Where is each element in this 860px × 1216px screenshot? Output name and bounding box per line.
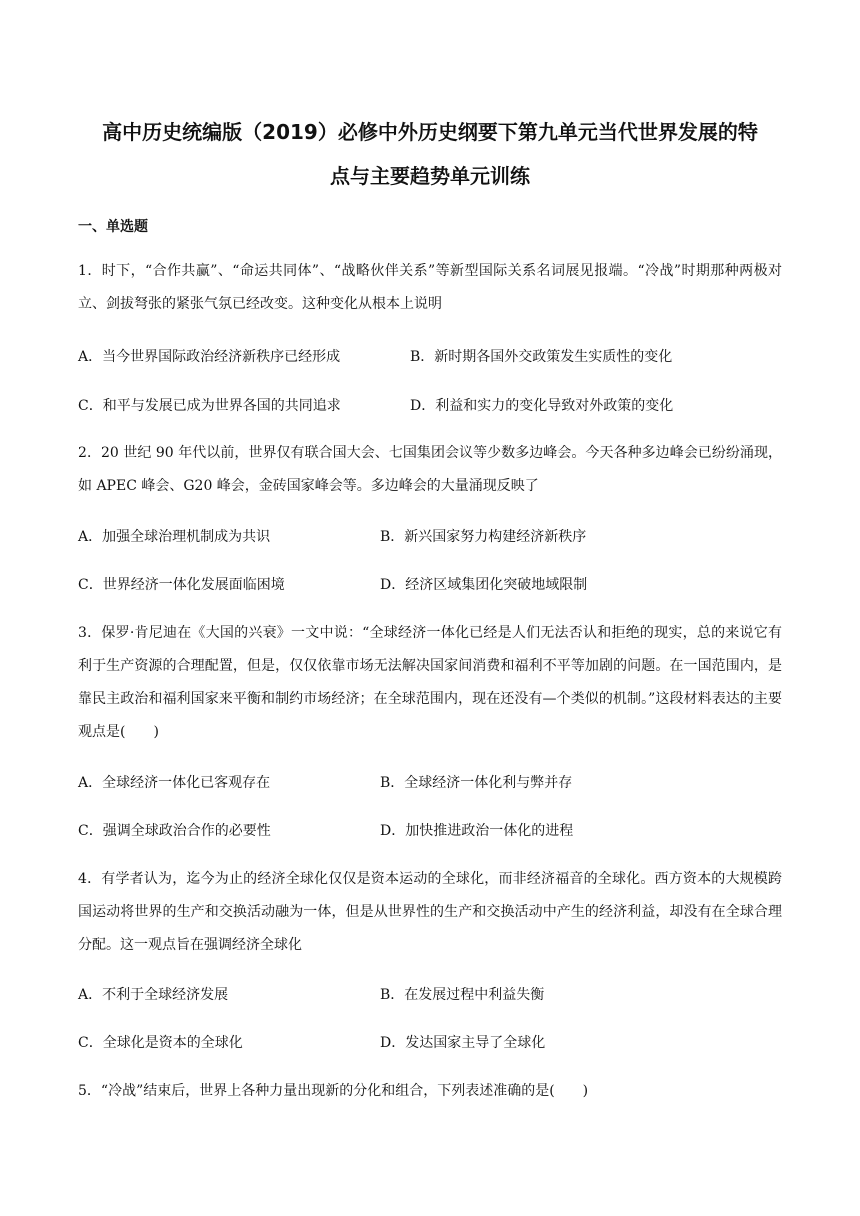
question-4-stem: 4．有学者认为，迄今为止的经济全球化仅仅是资本运动的全球化，而非经济福音的全球化。西方资本的大规模跨国运动将世界的生产和交换活动融为一体，但是从世界性的生产和交换活动中产生的经济利益，却没有在全球合理分配。这一观点旨在强调经济全球化 (78, 871, 782, 953)
question-3-option-d: D．加快推进政治一体化的进程 (380, 823, 574, 839)
question-5-stem: 5．“冷战”结束后，世界上各种力量出现新的分化和组合，下列表述准确的是( ) (78, 1083, 589, 1099)
question-2-stem: 2．20 世纪 90 年代以前，世界仅有联合国大会、七国集团会议等少数多边峰会。今天各种多边峰会已纷纷涌现，如 APEC 峰会、G20 峰会，金砖国家峰会等。多边峰会的大量涌现反映了 (78, 445, 782, 494)
question-2-option-c: C．世界经济一体化发展面临困境 (78, 577, 285, 593)
section-heading: 一、单选题 (78, 219, 148, 235)
question-4-option-b: B．在发展过程中利益失衡 (380, 987, 545, 1003)
question-1-option-d: D．利益和实力的变化导致对外政策的变化 (410, 398, 674, 414)
question-2-option-a: A．加强全球治理机制成为共识 (78, 529, 271, 545)
question-3-option-a: A．全球经济一体化已客观存在 (78, 775, 271, 791)
question-1-option-b: B．新时期各国外交政策发生实质性的变化 (410, 349, 673, 365)
question-1-option-a: A．当今世界国际政治经济新秩序已经形成 (78, 349, 341, 365)
question-2-option-b: B．新兴国家努力构建经济新秩序 (380, 529, 587, 545)
document-title-line-2: 点与主要趋势单元训练 (330, 164, 530, 188)
question-4-option-d: D．发达国家主导了全球化 (380, 1035, 546, 1051)
question-4-option-a: A．不利于全球经济发展 (78, 987, 229, 1003)
question-1-stem: 1．时下，“合作共赢”、“命运共同体”、“战略伙伴关系”等新型国际关系名词展见报端。“冷战”时期那种两极对立、剑拔弩张的紧张气氛已经改变。这种变化从根本上说明 (78, 263, 782, 312)
question-4-option-c: C．全球化是资本的全球化 (78, 1035, 243, 1051)
question-2-option-d: D．经济区域集团化突破地域限制 (380, 577, 588, 593)
question-3-option-b: B．全球经济一体化利与弊并存 (380, 775, 573, 791)
question-3-stem: 3．保罗·肯尼迪在《大国的兴衰》一文中说：“全球经济一体化已经是人们无法否认和拒绝的现实，总的来说它有利于生产资源的合理配置，但是，仅仅依靠市场无法解决国家间消费和福利不平等加剧的问题。在一国范围内，是靠民主政治和福利国家来平衡和制约市场经济；在全球范围内，现在还没有—个类似的机制。”这段材料表达的主要观点是( ) (78, 625, 782, 740)
document-title-line-1: 高中历史统编版（2019）必修中外历史纲要下第九单元当代世界发展的特 (102, 120, 758, 144)
question-1-option-c: C．和平与发展已成为世界各国的共同追求 (78, 398, 341, 414)
question-3-option-c: C．强调全球政治合作的必要性 (78, 823, 271, 839)
